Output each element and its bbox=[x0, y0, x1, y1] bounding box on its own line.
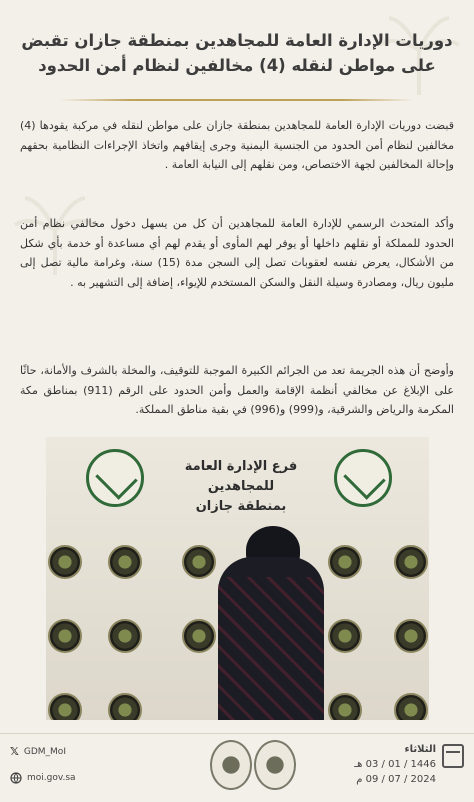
shirt-pattern bbox=[218, 577, 324, 720]
wall-emblem-icon bbox=[328, 693, 362, 720]
wall-emblem-icon bbox=[182, 619, 216, 653]
title-divider bbox=[60, 99, 414, 101]
wall-emblem-icon bbox=[48, 545, 82, 579]
wall-emblem-icon bbox=[48, 619, 82, 653]
article-paragraph-1: قبضت دوريات الإدارة العامة للمجاهدين بمنطقة جازان على مواطن لنقله في مركبة يقودها (4) مخالفين لنظام أمن الحدود من الجنسية اليمنية وجرى إيقافهم واتخاذ الإجراءات النظامية بحقهم وإحالة المخالفين لجهة الاختصاص، ومن نقلهم إلى النيابة العامة . bbox=[20, 119, 454, 171]
website-link[interactable] bbox=[10, 772, 76, 784]
wall-emblem-icon bbox=[394, 693, 428, 720]
wall-emblem-icon bbox=[394, 545, 428, 579]
photo-sign bbox=[176, 457, 306, 517]
wall-emblem-icon bbox=[394, 619, 428, 653]
photo-sign-line1: فرع الإدارة العامة للمجاهدين bbox=[184, 459, 298, 494]
x-icon: 𝕏 bbox=[10, 745, 19, 758]
date-block bbox=[354, 742, 436, 787]
directorate-logo bbox=[254, 740, 296, 790]
website-text: moi.gov.sa bbox=[27, 773, 76, 783]
ministry-logo bbox=[210, 740, 252, 790]
gregorian-date: 2024 / 07 / 09 م bbox=[356, 774, 436, 785]
article-paragraph-3: وأوضح أن هذه الجريمة تعد من الجرائم الكبيرة الموجبة للتوقيف، والمخلة بالشرف والأمانة، حاثًا على الإبلاغ عن مخالفي أنظمة الإقامة والعمل وأمن الحدود على الرقم (911) بمناطق مكة المكرمة والرياض والشرقية، و(999) و(996) في بقية مناطق المملكة. bbox=[20, 364, 454, 416]
wall-emblem-icon bbox=[182, 545, 216, 579]
article-paragraph-2: وأكد المتحدث الرسمي للإدارة العامة للمجاهدين أن كل من يسهل دخول مخالفي نظام أمن الحدود للمملكة أو نقلهم داخلها أو يوفر لهم المأوى أو يقدم لهم أي مساعدة أو خدمة بأي شكل من الأشكال، يعرض نفسه لعقوبات تصل إلى السجن مدة (15) سنة، وغرامة مالية تصل إلى مليون ريال، ومصادرة وسيلة النقل والسكن المستخدم للإيواء، إضافة إلى التشهير به . bbox=[20, 217, 454, 289]
social-handle[interactable] bbox=[10, 745, 66, 758]
photo-sign-line2: بمنطقة جازان bbox=[195, 499, 287, 514]
wall-emblem-icon bbox=[328, 619, 362, 653]
wall-emblem-icon bbox=[328, 545, 362, 579]
directorate-emblem-icon bbox=[334, 449, 392, 507]
hijri-date: 1446 / 01 / 03 هـ bbox=[354, 759, 436, 770]
article-title: دوريات الإدارة العامة للمجاهدين بمنطقة جازان تقبض على مواطن لنقله (4) مخالفين لنظام أمن الحدود bbox=[21, 31, 453, 75]
wall-emblem-icon bbox=[108, 619, 142, 653]
wall-emblem-icon bbox=[108, 545, 142, 579]
social-handle-text: GDM_MoI bbox=[23, 746, 66, 757]
directorate-emblem-icon bbox=[86, 449, 144, 507]
footer-divider bbox=[0, 733, 474, 734]
wall-emblem-icon bbox=[108, 693, 142, 720]
wall-emblem-icon bbox=[48, 693, 82, 720]
calendar-icon bbox=[442, 744, 464, 768]
day-name: الثلاثاء bbox=[404, 744, 436, 755]
arrest-photo bbox=[46, 437, 429, 720]
globe-icon bbox=[10, 772, 22, 784]
